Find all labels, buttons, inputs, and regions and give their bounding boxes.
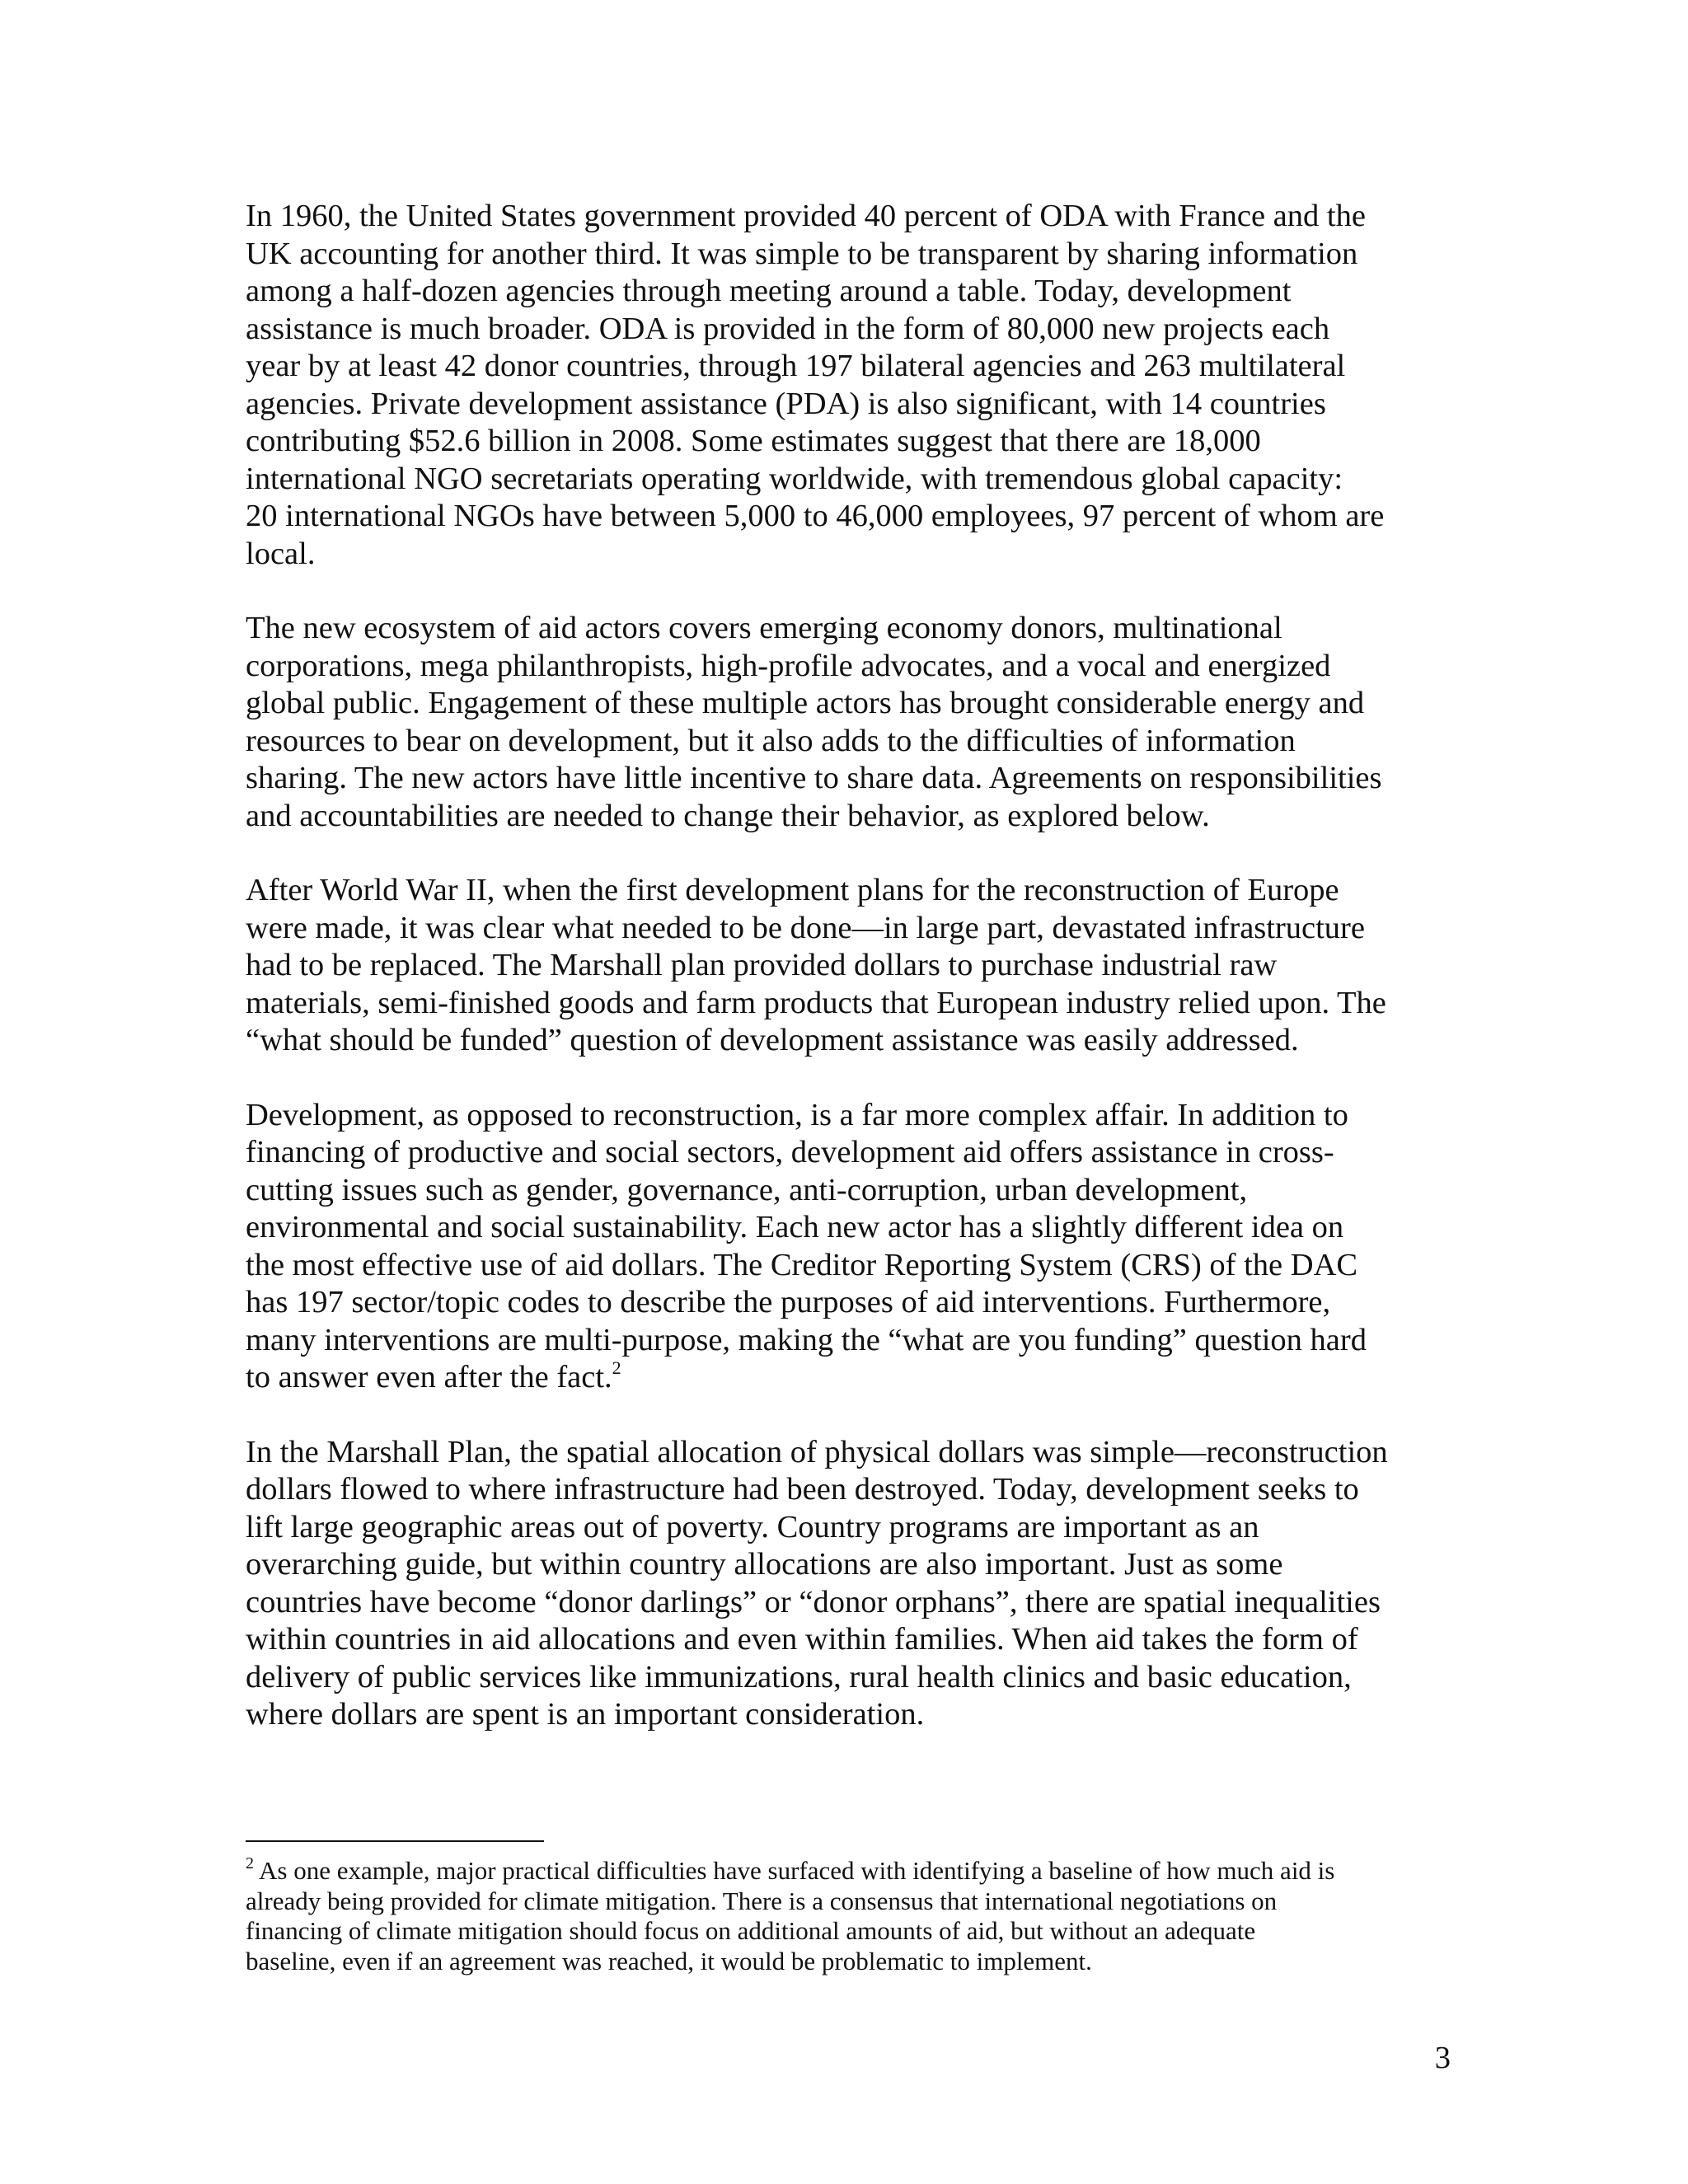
text-line: where dollars are spent is an important consideration. — [246, 1697, 925, 1732]
text-line: had to be replaced. The Marshall plan provided dollars to purchase industrial raw — [246, 948, 1278, 982]
paragraph-oda-history — [246, 198, 1449, 573]
footnote-line: baseline, even if an agreement was reached, it would be problematic to implement. — [246, 1946, 1092, 1975]
text-line: financing of productive and social sectors, development aid offers assistance in cross- — [246, 1135, 1334, 1169]
text-segment: to answer even after the fact. — [246, 1360, 612, 1394]
text-line: delivery of public services like immunizations, rural health clinics and basic education, — [246, 1659, 1352, 1694]
text-line: overarching guide, but within country allocations are also important. Just as some — [246, 1547, 1283, 1582]
footnote-marker: 2 — [246, 1854, 254, 1872]
text-line: 20 international NGOs have between 5,000 to 46,000 employees, 97 percent of whom are — [246, 499, 1385, 533]
text-line: year by at least 42 donor countries, through 197 bilateral agencies and 263 multilateral — [246, 349, 1346, 383]
text-line: local. — [246, 536, 316, 571]
text-line: within countries in aid allocations and even within families. When aid takes the form of — [246, 1622, 1358, 1657]
footnote — [246, 1856, 1449, 1976]
footnote-reference[interactable]: 2 — [612, 1357, 621, 1379]
text-line: In 1960, the United States government provided 40 percent of ODA with France and the — [246, 199, 1366, 233]
text-line: In the Marshall Plan, the spatial allocation of physical dollars was simple—reconstruction — [246, 1434, 1388, 1469]
paragraph-development-complexity — [246, 1097, 1449, 1397]
text-line: has 197 sector/topic codes to describe the purposes of aid interventions. Furthermore, — [246, 1285, 1331, 1319]
text-line: countries have become “donor darlings” or “donor orphans”, there are spatial inequalities — [246, 1584, 1381, 1619]
text-line: environmental and social sustainability. Each new actor has a slightly different idea on — [246, 1210, 1344, 1244]
text-line: the most effective use of aid dollars. The Creditor Reporting System (CRS) of the DAC — [246, 1247, 1358, 1282]
text-line: and accountabilities are needed to change their behavior, as explored below. — [246, 798, 1210, 833]
paragraph-spatial-allocation — [246, 1434, 1449, 1734]
text-line: international NGO secretariats operating worldwide, with tremendous global capacity: — [246, 461, 1343, 496]
text-line: resources to bear on development, but it also adds to the difficulties of information — [246, 723, 1296, 758]
text-line: corporations, mega philanthropists, high-profile advocates, and a vocal and energized — [246, 648, 1331, 683]
text-line: global public. Engagement of these multiple actors has brought considerable energy and — [246, 686, 1365, 720]
footnote-line — [246, 1856, 1449, 1886]
body-text — [246, 198, 1449, 1771]
text-segment: As one example, major practical difficulties have surfaced with identifying a baseline of how much aid is — [254, 1856, 1335, 1885]
text-line: dollars flowed to where infrastructure had been destroyed. Today, development seeks to — [246, 1472, 1359, 1507]
text-line: cutting issues such as gender, governance, anti-corruption, urban development, — [246, 1172, 1248, 1207]
text-line: agencies. Private development assistance (PDA) is also significant, with 14 countries — [246, 386, 1326, 421]
footnote-line: financing of climate mitigation should focus on additional amounts of aid, but without an adequate — [246, 1916, 1256, 1945]
text-line: Development, as opposed to reconstruction, is a far more complex affair. In addition to — [246, 1097, 1348, 1132]
text-line: After World War II, when the first development plans for the reconstruction of Europe — [246, 873, 1339, 907]
footnote-line: already being provided for climate mitigation. There is a consensus that international negotiations on — [246, 1886, 1278, 1915]
text-line: were made, it was clear what needed to be done—in large part, devastated infrastructure — [246, 910, 1365, 945]
text-line: many interventions are multi-purpose, making the “what are you funding” question hard — [246, 1322, 1367, 1357]
text-line: materials, semi-finished goods and farm products that European industry relied upon. The — [246, 985, 1386, 1020]
footnote-separator — [246, 1840, 544, 1842]
text-line: among a half-dozen agencies through meeting around a table. Today, development — [246, 274, 1292, 308]
text-line: lift large geographic areas out of poverty. Country programs are important as an — [246, 1509, 1259, 1544]
text-line: sharing. The new actors have little incentive to share data. Agreements on responsibilities — [246, 761, 1382, 795]
text-line: The new ecosystem of aid actors covers emerging economy donors, multinational — [246, 611, 1282, 645]
text-line: assistance is much broader. ODA is provided in the form of 80,000 new projects each — [246, 311, 1330, 346]
page-number: 3 — [1434, 2041, 1451, 2075]
paragraph-marshall-plan — [246, 872, 1449, 1060]
text-line: “what should be funded” question of development assistance was easily addressed. — [246, 1023, 1299, 1057]
text-line: contributing $52.6 billion in 2008. Some estimates suggest that there are 18,000 — [246, 424, 1261, 458]
text-line-with-footnote — [246, 1359, 1449, 1397]
paragraph-aid-ecosystem — [246, 610, 1449, 835]
text-line: UK accounting for another third. It was simple to be transparent by sharing information — [246, 236, 1358, 271]
